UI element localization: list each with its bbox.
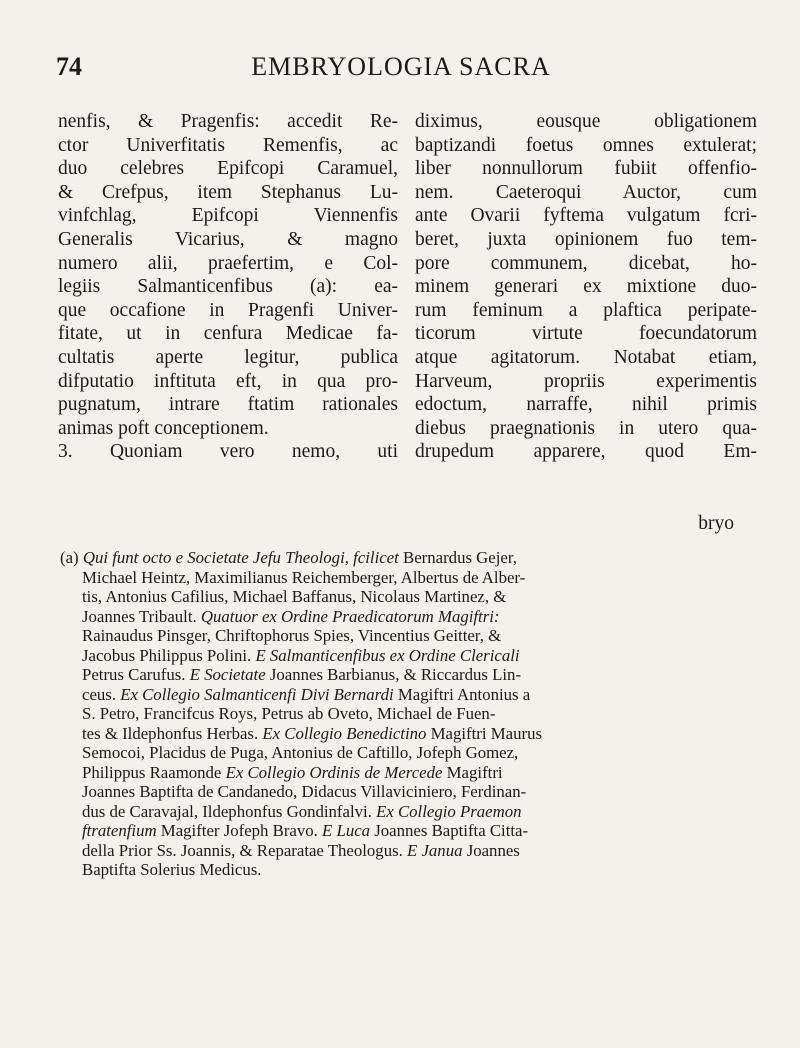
footnote-italic: E Luca [322, 821, 371, 840]
footnote-line: Joannes Baptifta de Candanedo, Didacus Villaviciniero, Ferdinan- [82, 782, 527, 801]
footnote-italic: Ex Collegio Benedictino [262, 723, 427, 743]
footnote-line: Michael Heintz, Maximilianus Reichemberger, Albertus de Alber- [82, 567, 526, 587]
footnote-text: Petrus Carufus. [82, 665, 186, 684]
footnote-line [60, 763, 760, 783]
page-number: 74 [56, 52, 82, 81]
footnote-italic: Ex Collegio Praemon [376, 801, 522, 821]
text-line: diximus, eousque obligationem [415, 111, 757, 132]
text-line: fitate, ut in cenfura Medicae fa- [58, 323, 398, 345]
text-line: animas poft conceptionem. [58, 417, 269, 439]
text-line: ante Ovarii fyftema vulgatum fcri- [415, 205, 757, 227]
text-line: vinfchlag, Epifcopi Viennenfis [58, 205, 398, 227]
footnote-line [60, 724, 760, 744]
footnote-text: Joannes Baptifta Citta- [374, 821, 529, 840]
footnote-italic: E Salmanticenfibus ex Ordine Clericali [255, 645, 520, 665]
footnote-italic: Quatuor ex Ordine Praedicatorum Magiftri: [200, 606, 500, 626]
text-line: duo celebres Epifcopi Caramuel, [58, 158, 398, 180]
text-line: beret, juxta opinionem fuo tem- [415, 228, 757, 250]
footnote-text: Magiftri [446, 762, 503, 782]
text-line: legiis Salmanticenfibus (a): ea- [58, 276, 398, 298]
text-line: numero alii, praefertim, e Col- [58, 252, 398, 274]
footnote-line [60, 665, 760, 685]
text-line: ctor Univerfitatis Remenfis, ac [58, 134, 398, 156]
text-line: atque agitatorum. Notabat etiam, [415, 346, 757, 368]
text-line: nem. Caeteroqui Auctor, cum [415, 181, 757, 203]
footnote-italic: Ex Collegio Salmanticenfi Divi Bernardi [120, 684, 394, 704]
footnote-line: S. Petro, Francifcus Roys, Petrus ab Oveto, Michael de Fuen- [82, 704, 496, 723]
footnote-text: Magiftri Antonius a [397, 684, 531, 704]
footnote-text: dus de Caravajal, Ildephonfus Gondinfalvi. [82, 801, 372, 821]
running-head: EMBRYOLOGIA SACRA [251, 52, 551, 81]
footnote-italic: fcilicet [353, 548, 399, 567]
text-line: minem generari ex mixtione duo- [415, 276, 757, 298]
footnote-text: tes & Ildephonfus Herbas. [82, 723, 259, 743]
footnote-line [60, 685, 760, 705]
text-line: baptizandi foetus omnes extulerat; [415, 134, 757, 156]
footnote-line [60, 841, 760, 861]
page-header [56, 52, 746, 92]
footnote-italic: Qui funt octo e Societate Jefu Theologi, [82, 548, 349, 567]
footnote-text: ceus. [82, 684, 117, 704]
footnote-text: Jacobus Philippus Polini. [82, 645, 252, 665]
text-line: liber nonnullorum fubiit offenfio- [415, 158, 757, 180]
text-line: & Crefpus, item Stephanus Lu- [58, 181, 398, 203]
footnote-line: Semocoi, Placidus de Puga, Antonius de Caftillo, Jofeph Gomez, [82, 743, 519, 762]
footnote-italic: E Janua [407, 840, 463, 860]
text-line: rum feminum a plaftica peripate- [415, 299, 757, 321]
footnote-mark: (a) [60, 548, 79, 567]
footnote-text: Joannes Barbianus, & Riccardus Lin- [269, 665, 522, 684]
footnote-italic: E Societate [189, 665, 266, 684]
catchword: bryo [698, 513, 734, 534]
footnote-line: Rainaudus Pinsger, Chriftophorus Spies, Vincentius Geitter, & [82, 626, 502, 645]
footnote-text: Joannes Tribault. [82, 606, 197, 626]
text-line: nenfis, & Pragenfis: accedit Re- [58, 111, 398, 132]
text-line: diebus praegnationis in utero qua- [415, 417, 757, 439]
text-line: pore communem, dicebat, ho- [415, 252, 757, 274]
footnote-text: Joannes [466, 840, 520, 860]
footnote-line: Baptifta Solerius Medicus. [82, 860, 262, 879]
footnote-italic: Ex Collegio Ordinis de Mercede [225, 762, 443, 782]
text-line: drupedum apparere, quod Em- [415, 441, 757, 463]
footnote-italic: ftratenfium [82, 821, 157, 840]
footnote-text: Magiftri Maurus [430, 723, 543, 743]
footnote-line [60, 607, 760, 627]
text-line: difputatio inftituta eft, in qua pro- [58, 370, 398, 392]
text-line: edoctum, narraffe, nihil primis [415, 394, 757, 416]
left-column [58, 110, 398, 464]
footnote [60, 548, 760, 880]
footnote-line [60, 646, 760, 666]
text-line: 3. Quoniam vero nemo, uti [58, 441, 398, 463]
text-line: Generalis Vicarius, & magno [58, 228, 398, 250]
text-line: ticorum virtute foecundatorum [415, 323, 757, 345]
right-column [415, 110, 757, 464]
text-line: pugnatum, intrare ftatim rationales [58, 394, 398, 416]
text-line: cultatis aperte legitur, publica [58, 346, 398, 368]
footnote-line [60, 802, 760, 822]
footnote-line [60, 821, 760, 841]
text-line: que occafione in Pragenfi Univer- [58, 299, 398, 321]
footnote-line: tis, Antonius Cafilius, Michael Baffanus, Nicolaus Martinez, & [82, 587, 507, 606]
footnote-text: Magifter Jofeph Bravo. [160, 821, 318, 840]
footnote-text: Bernardus Gejer, [403, 548, 517, 567]
footnote-line [60, 548, 760, 568]
footnote-text: della Prior Ss. Joannis, & Reparatae Theologus. [82, 840, 403, 860]
text-line: Harveum, propriis experimentis [415, 370, 757, 392]
footnote-text: Philippus Raamonde [82, 762, 222, 782]
